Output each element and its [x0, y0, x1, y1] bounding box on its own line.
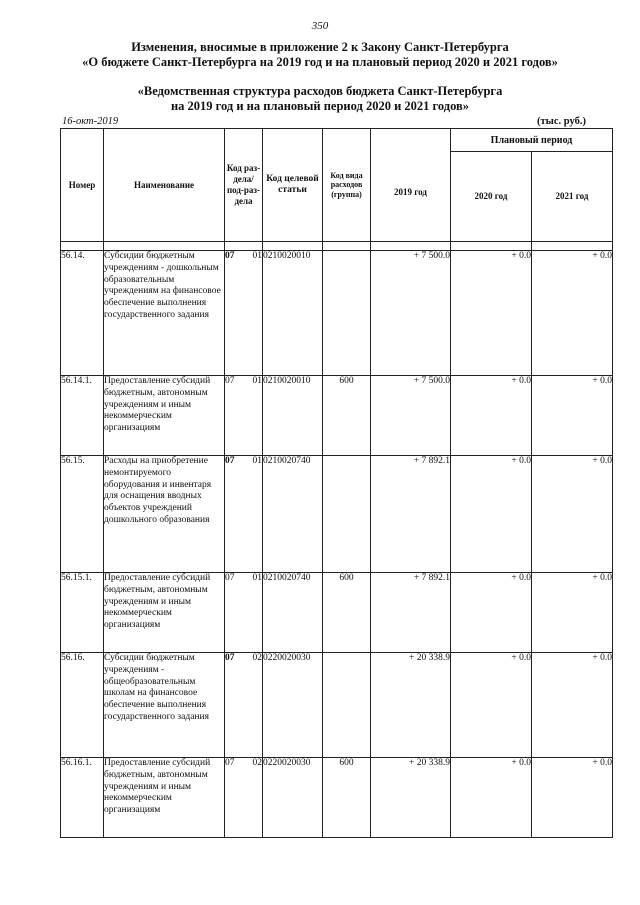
row-2019: + 7 500.0	[371, 376, 451, 456]
col-header-section: Код раз-дела/ под-раз-дела	[225, 129, 263, 242]
row-target: 0220020030	[263, 653, 323, 758]
row-2020: + 0.0	[451, 573, 532, 653]
col-header-name: Наименование	[104, 129, 225, 242]
row-number: 56.14.1.	[61, 376, 104, 456]
row-2020: + 0.0	[451, 251, 532, 376]
row-2019: + 20 338.9	[371, 653, 451, 758]
table-row	[61, 573, 613, 653]
col-header-target: Код целевой статьи	[263, 129, 323, 242]
row-section: 07 01	[225, 251, 263, 376]
col-header-number: Номер	[61, 129, 104, 242]
row-target: 0210020010	[263, 376, 323, 456]
row-2020: + 0.0	[451, 376, 532, 456]
table-row	[61, 456, 613, 573]
col-header-2021: 2021 год	[532, 152, 613, 242]
title-line-1: Изменения, вносимые в приложение 2 к Закону Санкт-Петербурга	[131, 40, 509, 54]
row-number: 56.14.	[61, 251, 104, 376]
row-2021: + 0.0	[532, 758, 613, 838]
row-2020: + 0.0	[451, 653, 532, 758]
document-title	[0, 40, 640, 70]
row-2021: + 0.0	[532, 573, 613, 653]
table-row	[61, 758, 613, 838]
row-section: 07 02	[225, 758, 263, 838]
row-target: 0220020030	[263, 758, 323, 838]
row-section: 07 01	[225, 376, 263, 456]
row-name: Субсидии бюджетным учреждениям - общеобразовательным школам на финансовое обеспечение выполнения государственного задания	[104, 653, 225, 758]
row-name: Расходы на приобретение немонтируемого оборудования и инвентаря для оснащения вводных объектов учреждений дошкольного образования	[104, 456, 225, 573]
row-name: Предоставление субсидий бюджетным, автономным учреждениям и иным некоммерческим организациям	[104, 573, 225, 653]
row-target: 0210020010	[263, 251, 323, 376]
col-header-2020: 2020 год	[451, 152, 532, 242]
row-2019: + 20 338.9	[371, 758, 451, 838]
col-header-2019: 2019 год	[371, 129, 451, 242]
row-name: Предоставление субсидий бюджетным, автономным учреждениям и иным некоммерческим организациям	[104, 376, 225, 456]
col-header-planned: Плановый период	[451, 129, 613, 152]
title-line-3: «Ведомственная структура расходов бюджета Санкт-Петербурга	[137, 84, 503, 98]
row-expense-type: 600	[323, 376, 371, 456]
row-2019: + 7 500.0	[371, 251, 451, 376]
table-row	[61, 376, 613, 456]
row-2021: + 0.0	[532, 653, 613, 758]
row-name: Субсидии бюджетным учреждениям - дошкольным образовательным учреждениям на финансовое обеспечение выполнения государственного задания	[104, 251, 225, 376]
row-2020: + 0.0	[451, 758, 532, 838]
budget-table	[60, 128, 613, 838]
row-expense-type: 600	[323, 758, 371, 838]
row-section: 07 01	[225, 573, 263, 653]
row-2020: + 0.0	[451, 456, 532, 573]
title-line-4: на 2019 год и на плановый период 2020 и 2021 годов»	[170, 99, 470, 113]
table-row	[61, 251, 613, 376]
row-2021: + 0.0	[532, 376, 613, 456]
document-date: 16-окт-2019	[62, 116, 119, 127]
row-2021: + 0.0	[532, 456, 613, 573]
row-number: 56.15.	[61, 456, 104, 573]
page-number: 350	[311, 20, 329, 32]
row-expense-type	[323, 653, 371, 758]
row-name: Предоставление субсидий бюджетным, автономным учреждениям и иным некоммерческим организациям	[104, 758, 225, 838]
row-section: 07 01	[225, 456, 263, 573]
row-2019: + 7 892.1	[371, 456, 451, 573]
row-target: 0210020740	[263, 456, 323, 573]
table-body	[61, 251, 613, 838]
units-label: (тыс. руб.)	[537, 116, 586, 127]
row-expense-type: 600	[323, 573, 371, 653]
row-number: 56.16.1.	[61, 758, 104, 838]
row-expense-type	[323, 251, 371, 376]
row-2021: + 0.0	[532, 251, 613, 376]
row-section: 07 02	[225, 653, 263, 758]
table-row	[61, 653, 613, 758]
row-expense-type	[323, 456, 371, 573]
title-line-2: «О бюджете Санкт-Петербурга на 2019 год и на плановый период 2020 и 2021 годов»	[82, 55, 558, 69]
row-target: 0210020740	[263, 573, 323, 653]
header-spacer-row	[61, 242, 613, 251]
row-2019: + 7 892.1	[371, 573, 451, 653]
row-number: 56.16.	[61, 653, 104, 758]
row-number: 56.15.1.	[61, 573, 104, 653]
col-header-expense-type: Код вида расходов (группа)	[323, 129, 371, 242]
table-title	[0, 84, 640, 114]
